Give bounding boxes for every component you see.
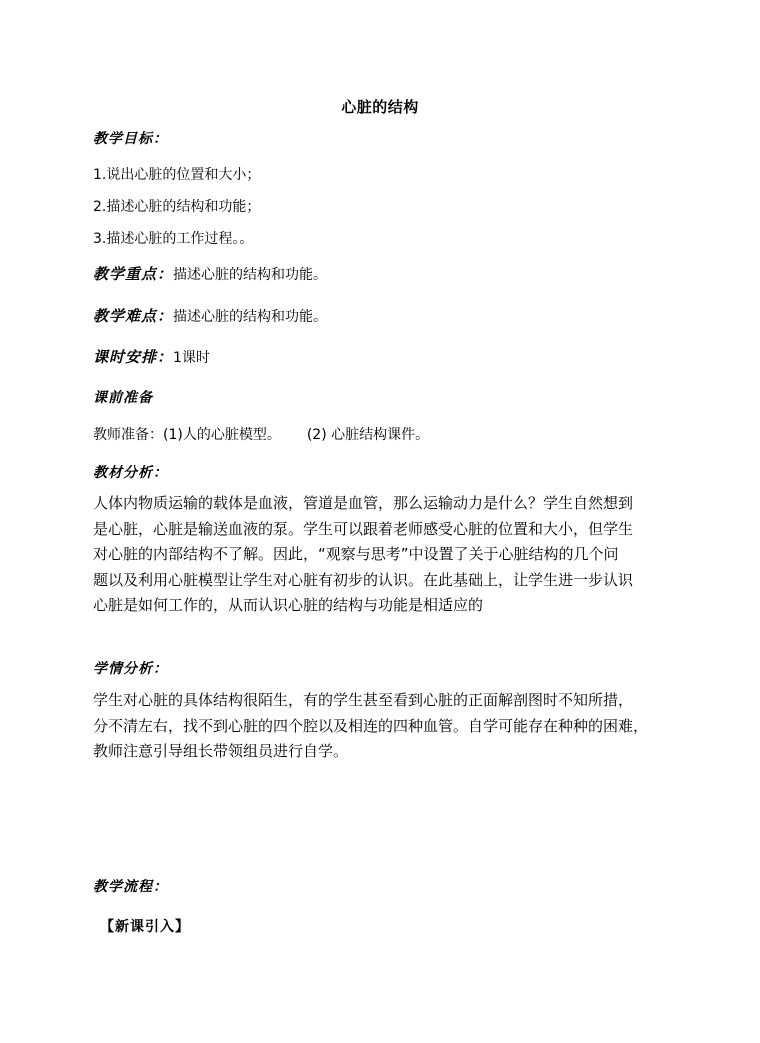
objective-item: 2.描述心脏的结构和功能； <box>93 199 261 215</box>
preparation-label: 课前准备 <box>93 390 153 406</box>
preparation-item: (2) 心脏结构课件。 <box>306 427 430 443</box>
key-points-row <box>93 263 327 284</box>
key-points-text: 描述心脏的结构和功能。 <box>173 267 328 283</box>
difficulty-text: 描述心脏的结构和功能。 <box>173 309 328 325</box>
paragraph-line: 心脏是如何工作的，从而认识心脏的结构与功能是相适应的 <box>93 596 484 614</box>
difficulty-row <box>93 305 327 326</box>
objectives-label: 教学目标： <box>93 131 168 147</box>
difficulty-label: 教学难点： <box>93 307 174 325</box>
learner-analysis-label: 学情分析： <box>93 661 168 677</box>
paragraph-line: 题以及利用心脏模型让学生对心脏有初步的认识。在此基础上，让学生进一步认识 <box>93 570 634 589</box>
paragraph-line: 教师注意引导组长带领组员进行自学。 <box>93 742 349 760</box>
page-title: 心脏的结构 <box>341 98 419 116</box>
schedule-text: 1课时 <box>173 350 210 366</box>
paragraph-line: 是心脏，心脏是输送血液的泵。学生可以跟着老师感受心脏的位置和大小，但学生 <box>93 519 634 538</box>
objective-item: 1.说出心脏的位置和大小； <box>93 167 261 183</box>
preparation-text <box>93 424 429 444</box>
analysis-paragraph <box>93 491 665 619</box>
paragraph-line: 对心脏的内部结构不了解。因此，“观察与思考”中设置了关于心脏结构的几个问 <box>93 545 619 563</box>
teaching-process-label: 教学流程： <box>93 879 168 895</box>
analysis-label: 教材分析： <box>93 465 168 481</box>
learner-analysis-paragraph <box>93 688 665 765</box>
objective-item: 3.描述心脏的工作过程。。 <box>93 231 254 247</box>
preparation-item: 教师准备：(1)人的心脏模型。 <box>93 427 281 443</box>
paragraph-line: 学生对心脏的具体结构很陌生，有的学生甚至看到心脏的正面解剖图时不知所措， <box>93 691 634 709</box>
key-points-label: 教学重点： <box>93 265 174 283</box>
schedule-label: 课时安排： <box>93 348 174 366</box>
schedule-row <box>93 346 210 367</box>
paragraph-line: 人体内物质运输的载体是血液，管道是血管，那么运输动力是什么？学生自然想到 <box>93 494 634 512</box>
new-lesson-intro-heading: 【新课引入】 <box>100 919 190 935</box>
paragraph-line: 分不清左右，找不到心脏的四个腔以及相连的四种血管。自学可能存在种种的困难， <box>93 716 649 735</box>
